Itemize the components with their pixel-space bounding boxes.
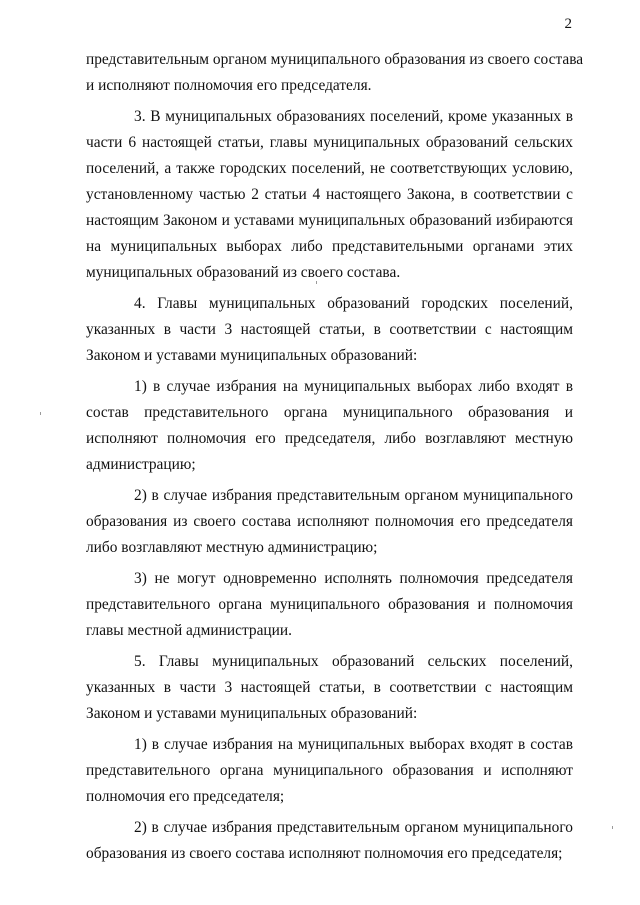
text-line: настоящим Законом и уставами муниципальных образований избираются [86, 212, 573, 229]
text-line: 1) в случае избрания на муниципальных выборах либо входят в [134, 378, 573, 395]
text-line: администрацию; [86, 456, 196, 473]
text-line: и исполняют полномочия его председателя. [86, 77, 372, 94]
paragraph-p5-2 [86, 815, 573, 867]
scan-artifact-mark [40, 412, 41, 415]
scan-artifact-mark [316, 281, 317, 284]
text-line: на муниципальных выборах либо представительными органами этих [86, 238, 573, 255]
text-line: исполняют полномочия его председателя, либо возглавляют местную [86, 430, 573, 447]
paragraph-p0 [86, 47, 584, 99]
text-line: 2) в случае избрания представительным органом муниципального [134, 487, 573, 504]
text-line: образования из своего состава исполняют полномочия его председателя; [86, 845, 563, 862]
text-line: 1) в случае избрания на муниципальных выборах входят в состав [134, 736, 573, 753]
paragraph-p4 [86, 291, 573, 369]
document-body [86, 47, 584, 872]
text-line: образования из своего состава исполняют полномочия его председателя [86, 513, 573, 530]
paragraph-p3 [86, 104, 573, 286]
text-line: 3. В муниципальных образованиях поселений, кроме указанных в [134, 108, 573, 125]
paragraph-p5-1 [86, 732, 573, 810]
text-line: установленному частью 2 статьи 4 настоящего Закона, в соответствии с [86, 186, 573, 203]
text-line: Законом и уставами муниципальных образований: [86, 347, 418, 364]
text-line: муниципальных образований из своего состава. [86, 264, 401, 281]
text-line: указанных в части 3 настоящей статьи, в соответствии с настоящим [86, 321, 573, 338]
text-line: представительного органа муниципального образования и полномочия [86, 596, 573, 613]
text-line: Законом и уставами муниципальных образований: [86, 705, 418, 722]
text-line: поселений, а также городских поселений, не соответствующих условию, [86, 160, 573, 177]
page-number: 2 [564, 16, 572, 32]
text-line: 3) не могут одновременно исполнять полномочия председателя [134, 570, 573, 587]
text-line: 4. Главы муниципальных образований городских поселений, [134, 295, 573, 312]
paragraph-p4-1 [86, 374, 573, 478]
text-line: полномочия его председателя; [86, 788, 285, 805]
text-line: состав представительного органа муниципального образования и [86, 404, 573, 421]
paragraph-p4-2 [86, 483, 573, 561]
text-line: 5. Главы муниципальных образований сельских поселений, [134, 653, 573, 670]
text-line: указанных в части 3 настоящей статьи, в соответствии с настоящим [86, 679, 573, 696]
text-line: части 6 настоящей статьи, главы муниципальных образований сельских [86, 134, 573, 151]
text-line: представительным органом муниципального образования из своего состава [86, 51, 584, 68]
text-line: либо возглавляют местную администрацию; [86, 539, 378, 556]
paragraph-p5 [86, 649, 573, 727]
text-line: 2) в случае избрания представительным органом муниципального [134, 819, 573, 836]
scan-artifact-mark [612, 826, 613, 829]
text-line: представительного органа муниципального образования и исполняют [86, 762, 573, 779]
text-line: главы местной администрации. [86, 622, 292, 639]
paragraph-p4-3 [86, 566, 573, 644]
